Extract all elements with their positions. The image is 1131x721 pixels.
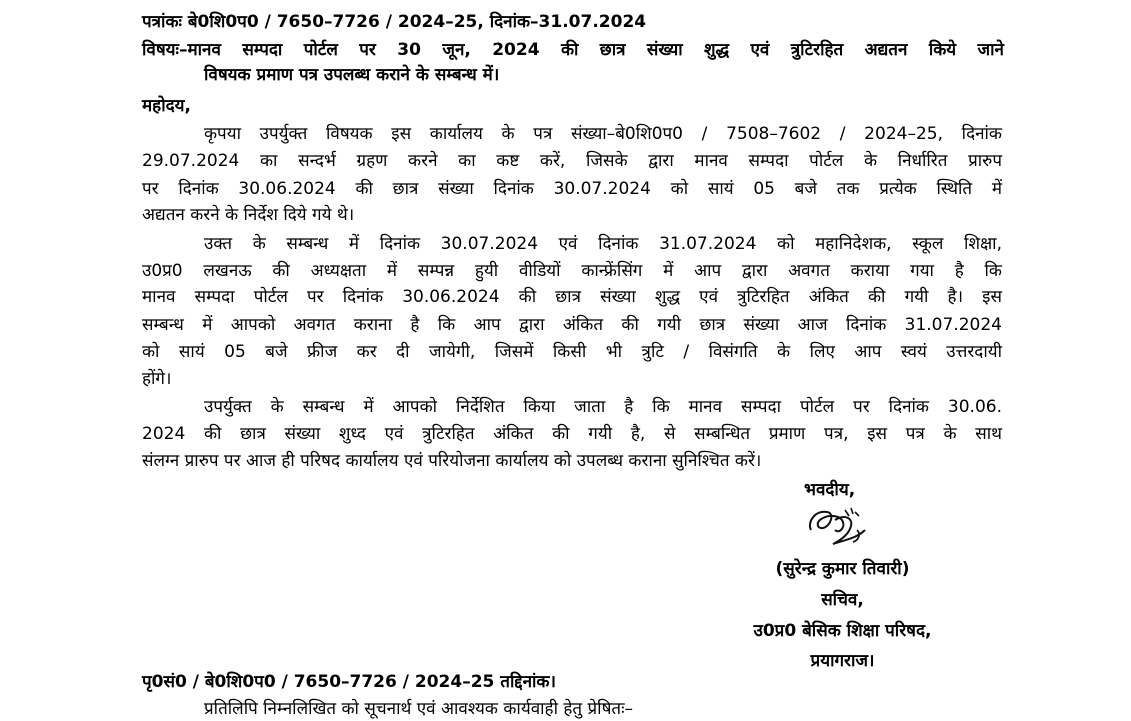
paragraph-line: अद्यतन करने के निर्देश दिये गये थे।: [142, 205, 355, 225]
signatory-name: (सुरेन्द्र कुमार तिवारी): [775, 559, 910, 579]
copy-to-line: प्रतिलिपि निम्नलिखित को सूचनार्थ एवं आवश्यक कार्यवाही हेतु प्रेषितः–: [204, 699, 634, 719]
endorsement-reference: पृ0सं0 / बे0शि0प0 / 7650–7726 / 2024–25 तद्दिनांक।: [142, 672, 556, 692]
salutation: महोदय,: [142, 96, 191, 116]
signature-image: [805, 500, 875, 552]
paragraph-line: उ0प्र0 लखनऊ की अध्यक्षता में सम्पन्न हुयी वीडियों कान्फ्रेंसिंग में आप द्वारा अवगत कराया गया है कि: [142, 261, 1002, 281]
reference-line: पत्रांकः बे0शि0प0 / 7650–7726 / 2024–25, दिनांक–31.07.2024: [142, 12, 647, 32]
subject-line-1: विषयः–मानव सम्पदा पोर्टल पर 30 जून, 2024 की छात्र संख्या शुद्ध एवं त्रुटिरहित अद्यतन किये जाने: [142, 40, 1004, 60]
paragraph-line: को सायं 05 बजे फ्रीज कर दी जायेगी, जिसमें किसी भी त्रुटि / विसंगति के लिए आप स्वयं उत्तरदायी: [142, 342, 1002, 362]
paragraph-line: 29.07.2024 का सन्दर्भ ग्रहण करने का कष्ट करें, जिसके द्वारा मानव सम्पदा पोर्टल के निर्धारित प्रारुप: [142, 151, 1002, 171]
paragraph-line: संलग्न प्रारुप पर आज ही परिषद कार्यालय एवं परियोजना कार्यालय को उपलब्ध कराना सुनिश्चित करें।: [142, 451, 762, 471]
paragraph-line: उक्त के सम्बन्ध में दिनांक 30.07.2024 एवं दिनांक 31.07.2024 को महानिदेशक, स्कूल शिक्षा,: [204, 234, 1002, 254]
signatory-designation: सचिव,: [821, 590, 864, 610]
paragraph-line: 2024 की छात्र संख्या शुध्द एवं त्रुटिरहित अंकित की गयी है, से सम्बन्धित प्रमाण पत्र, इस पत्र के साथ: [142, 424, 1002, 444]
paragraph-line: मानव सम्पदा पोर्टल पर दिनांक 30.06.2024 की छात्र संख्या शुद्ध एवं त्रुटिरहित अंकित की गयी है। इस: [142, 287, 1002, 307]
paragraph-line: पर दिनांक 30.06.2024 की छात्र संख्या दिनांक 30.07.2024 को सायं 05 बजे तक प्रत्येक स्थिति में: [142, 179, 1002, 199]
subject-line-2: विषयक प्रमाण पत्र उपलब्ध कराने के सम्बन्ध में।: [204, 65, 500, 85]
paragraph-line: होंगे।: [142, 369, 172, 389]
valediction: भवदीय,: [804, 480, 856, 500]
signatory-office: उ0प्र0 बेसिक शिक्षा परिषद,: [753, 621, 932, 641]
paragraph-line: सम्बन्ध में आपको अवगत कराना है कि आप द्वारा अंकित की गयी छात्र संख्या आज दिनांक 31.07.2024: [142, 315, 1002, 335]
signatory-block: [735, 556, 950, 674]
paragraph-line: कृपया उपर्युक्त विषयक इस कार्यालय के पत्र संख्या–बे0शि0प0 / 7508–7602 / 2024–25, दिनांक: [204, 124, 1002, 144]
paragraph-line: उपर्युक्त के सम्बन्ध में आपको निर्देशित किया जाता है कि मानव सम्पदा पोर्टल पर दिनांक 30.06.: [204, 397, 1002, 417]
signatory-place: प्रयागराज।: [810, 651, 875, 671]
